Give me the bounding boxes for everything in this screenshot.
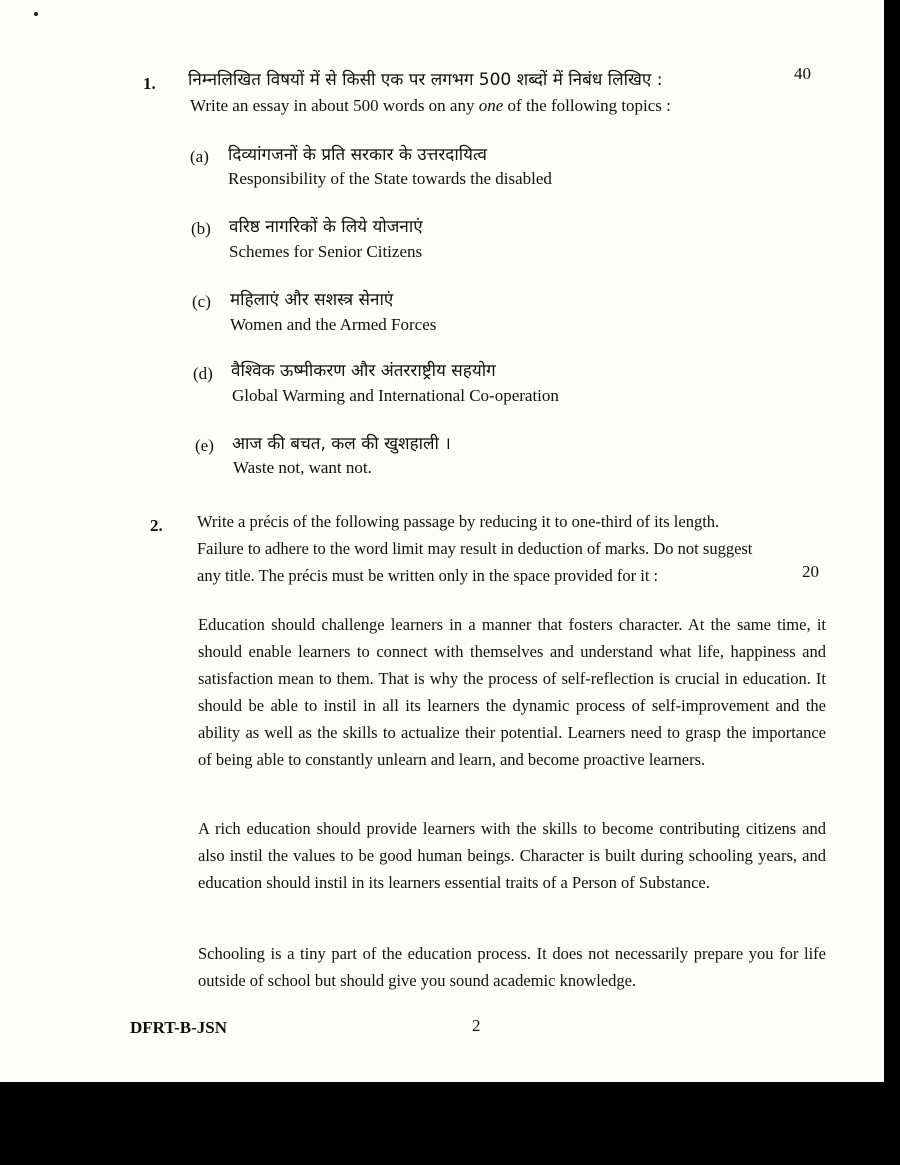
passage-paragraph-3: Schooling is a tiny part of the education process. It does not necessarily prepare you for life outside of school but should give you sound academic knowledge. <box>198 944 826 990</box>
option-c-letter: (c) <box>192 292 211 311</box>
paper-code: DFRT-B-JSN <box>130 1018 228 1037</box>
option-e-english: Waste not, want not. <box>233 458 372 477</box>
option-a-english: Responsibility of the State towards the disabled <box>228 169 552 188</box>
question-2-marks: 20 <box>802 562 819 581</box>
question-2-instruction-line-2: Failure to adhere to the word limit may result in deduction of marks. Do not suggest <box>197 539 753 558</box>
question-1-instruction-english: Write an essay in about 500 words on any one of the following topics : <box>190 96 671 115</box>
question-2-instruction-line-3: any title. The précis must be written only in the space provided for it : <box>197 566 659 585</box>
question-1-number: 1. <box>143 74 156 93</box>
option-d-hindi: वैश्विक ऊष्मीकरण और अंतरराष्ट्रीय सहयोग <box>231 361 496 381</box>
option-b-hindi: वरिष्ठ नागरिकों के लिये योजनाएं <box>229 217 423 237</box>
question-1-marks: 40 <box>794 64 811 83</box>
option-e-hindi: आज की बचत, कल की खुशहाली । <box>232 434 451 454</box>
option-c-english: Women and the Armed Forces <box>230 315 437 334</box>
option-d-english: Global Warming and International Co-operation <box>232 386 559 405</box>
question-2-instruction-line-1: Write a précis of the following passage by reducing it to one-third of its length. <box>197 512 720 531</box>
passage-paragraph-1: Education should challenge learners in a manner that fosters character. At the same time, it should enable learners to connect with themselves and understand what life, happiness and satisfaction mean to them. That is why the process of self-reflection is crucial in education. It should be able to instil in all its learners the dynamic process of self-improvement and the ability as well as the skills to actualize their potential. Learners need to grasp the importance of being able to constantly unlearn and learn, and become proactive learners. <box>198 615 826 769</box>
option-b-letter: (b) <box>191 219 211 238</box>
question-2-number: 2. <box>150 516 163 535</box>
passage-paragraph-2: A rich education should provide learners with the skills to become contributing citizens and also instil the values to be good human beings. Character is built during schooling years, and education should instil in its learners essential traits of a Person of Substance. <box>198 819 826 892</box>
option-e-letter: (e) <box>195 436 214 455</box>
option-c-hindi: महिलाएं और सशस्त्र सेनाएं <box>230 290 394 310</box>
option-a-letter: (a) <box>190 147 209 166</box>
question-1-instruction-hindi: निम्नलिखित विषयों में से किसी एक पर लगभग 500 शब्दों में निबंध लिखिए : <box>188 70 663 90</box>
option-d-letter: (d) <box>193 364 213 383</box>
option-a-hindi: दिव्यांगजनों के प्रति सरकार के उत्तरदायित्व <box>228 145 487 165</box>
option-b-english: Schemes for Senior Citizens <box>229 242 423 261</box>
scan-mark <box>34 12 38 16</box>
page-number: 2 <box>472 1016 481 1035</box>
